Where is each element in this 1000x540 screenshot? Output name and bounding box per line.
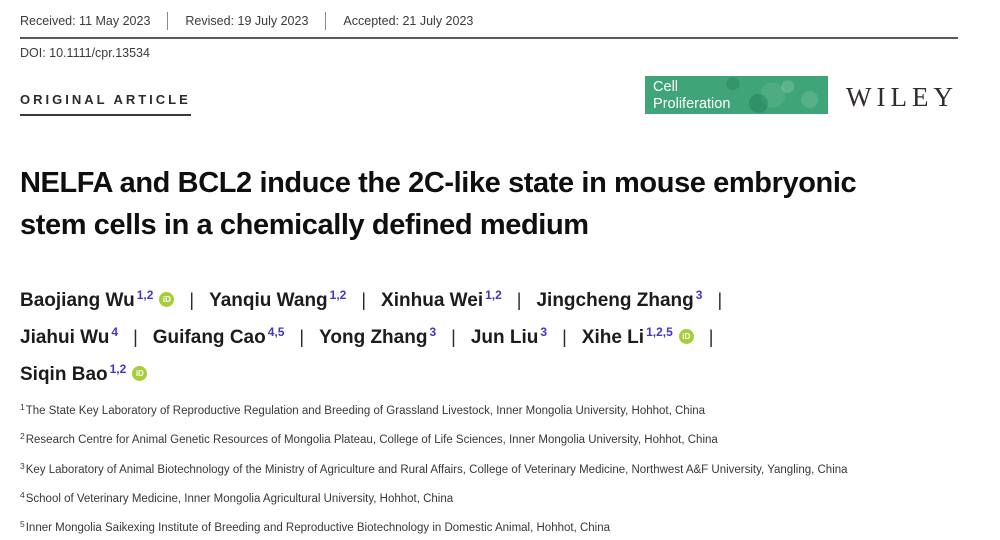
affiliation-text: Inner Mongolia Saikexing Institute of Breeding and Reproductive Biotechnology in Domestic Animal, Hohhot, China — [25, 522, 611, 535]
author-entry — [381, 287, 502, 312]
affiliation-list — [20, 402, 958, 536]
author-separator: | — [708, 327, 714, 348]
author-separator: | — [516, 290, 522, 311]
journal-logo-line1: Cell — [653, 79, 679, 95]
affiliation-text: The State Key Laboratory of Reproductive Regulation and Breeding of Grassland Livestock, Inner Mongolia University, Hohhot, China — [25, 405, 706, 418]
page-title — [20, 162, 958, 246]
orcid-icon[interactable]: iD — [679, 329, 694, 344]
affiliation-text: Key Laboratory of Animal Biotechnology of the Ministry of Agriculture and Rural Affairs, College of Veterinary Medicine, Northwest A&F University, Yangling, China — [25, 463, 848, 476]
affiliation-superscript: 2 — [20, 431, 25, 442]
author-superscript: 1,2 — [485, 287, 502, 302]
page-title-line1: NELFA and BCL2 induce the 2C-like state in mouse embryonic — [20, 167, 857, 199]
author-entry — [581, 324, 694, 349]
author-superscript: 3 — [695, 287, 703, 302]
author-separator: | — [361, 290, 367, 311]
author-entry — [209, 287, 347, 312]
meta-dates-row — [20, 12, 958, 37]
author-entry — [20, 324, 119, 349]
author-name: Guifang Cao — [152, 326, 266, 348]
date-item: Received: 11 May 2023 — [20, 14, 151, 28]
author-separator: | — [133, 327, 138, 348]
author-name: Baojiang Wu — [20, 289, 135, 311]
author-line — [20, 356, 958, 393]
author-name: Xihe Li — [581, 326, 645, 348]
author-entry — [20, 287, 174, 312]
author-separator: | — [189, 290, 195, 311]
author-name: Yong Zhang — [319, 326, 428, 348]
author-name: Siqin Bao — [20, 363, 108, 385]
header-row — [20, 76, 958, 116]
author-name: Yanqiu Wang — [209, 289, 328, 311]
author-entry — [152, 324, 285, 349]
top-rule — [20, 37, 958, 39]
affiliation-superscript: 3 — [20, 460, 25, 471]
affiliation-item — [20, 402, 958, 419]
author-separator: | — [451, 327, 456, 348]
affiliation-item — [20, 431, 958, 448]
affiliation-text: School of Veterinary Medicine, Inner Mongolia Agricultural University, Hohhot, China — [25, 492, 454, 505]
author-name: Xinhua Wei — [381, 289, 484, 311]
author-superscript: 1,2 — [109, 361, 127, 376]
author-entry — [470, 324, 548, 349]
author-list — [20, 282, 958, 393]
affiliation-superscript: 1 — [20, 402, 25, 413]
author-entry — [319, 324, 437, 349]
author-separator: | — [717, 290, 723, 311]
author-name: Jingcheng Zhang — [536, 289, 694, 311]
author-superscript: 4,5 — [267, 324, 285, 339]
author-entry — [20, 361, 147, 386]
author-superscript: 4 — [111, 324, 119, 339]
author-superscript: 1,2 — [329, 287, 347, 302]
date-item: Revised: 19 July 2023 — [185, 14, 309, 28]
author-name: Jiahui Wu — [20, 326, 110, 348]
publisher-logo: WILEY — [846, 82, 958, 112]
author-line — [20, 282, 958, 319]
affiliation-item — [20, 489, 958, 507]
orcid-icon[interactable]: iD — [159, 292, 174, 307]
article-type-label: ORIGINAL ARTICLE — [20, 92, 191, 116]
date-separator — [325, 12, 326, 30]
journal-logo-line2: Proliferation — [653, 96, 731, 113]
logo-area — [645, 76, 958, 114]
date-item: Accepted: 21 July 2023 — [343, 14, 474, 28]
author-line — [20, 319, 958, 356]
affiliation-item — [20, 519, 958, 536]
author-entry — [536, 287, 703, 312]
affiliation-item — [20, 460, 958, 478]
author-superscript: 3 — [540, 324, 548, 339]
date-separator — [167, 12, 168, 30]
author-superscript: 3 — [429, 324, 437, 339]
affiliation-superscript: 4 — [20, 489, 25, 500]
affiliation-text: Research Centre for Animal Genetic Resources of Mongolia Plateau, College of Life Sciences, Inner Mongolia University, Hohhot, China — [25, 434, 718, 447]
author-superscript: 1,2 — [136, 287, 154, 302]
doi-text: DOI: 10.1111/cpr.13534 — [20, 46, 150, 60]
orcid-icon[interactable]: iD — [132, 366, 147, 381]
author-separator: | — [562, 327, 567, 348]
journal-logo — [645, 76, 828, 114]
page-title-line2: stem cells in a chemically defined medium — [20, 209, 589, 242]
author-separator: | — [299, 327, 305, 348]
affiliation-superscript: 5 — [20, 519, 25, 530]
author-name: Jun Liu — [470, 326, 539, 348]
author-superscript: 1,2,5 — [646, 324, 673, 339]
